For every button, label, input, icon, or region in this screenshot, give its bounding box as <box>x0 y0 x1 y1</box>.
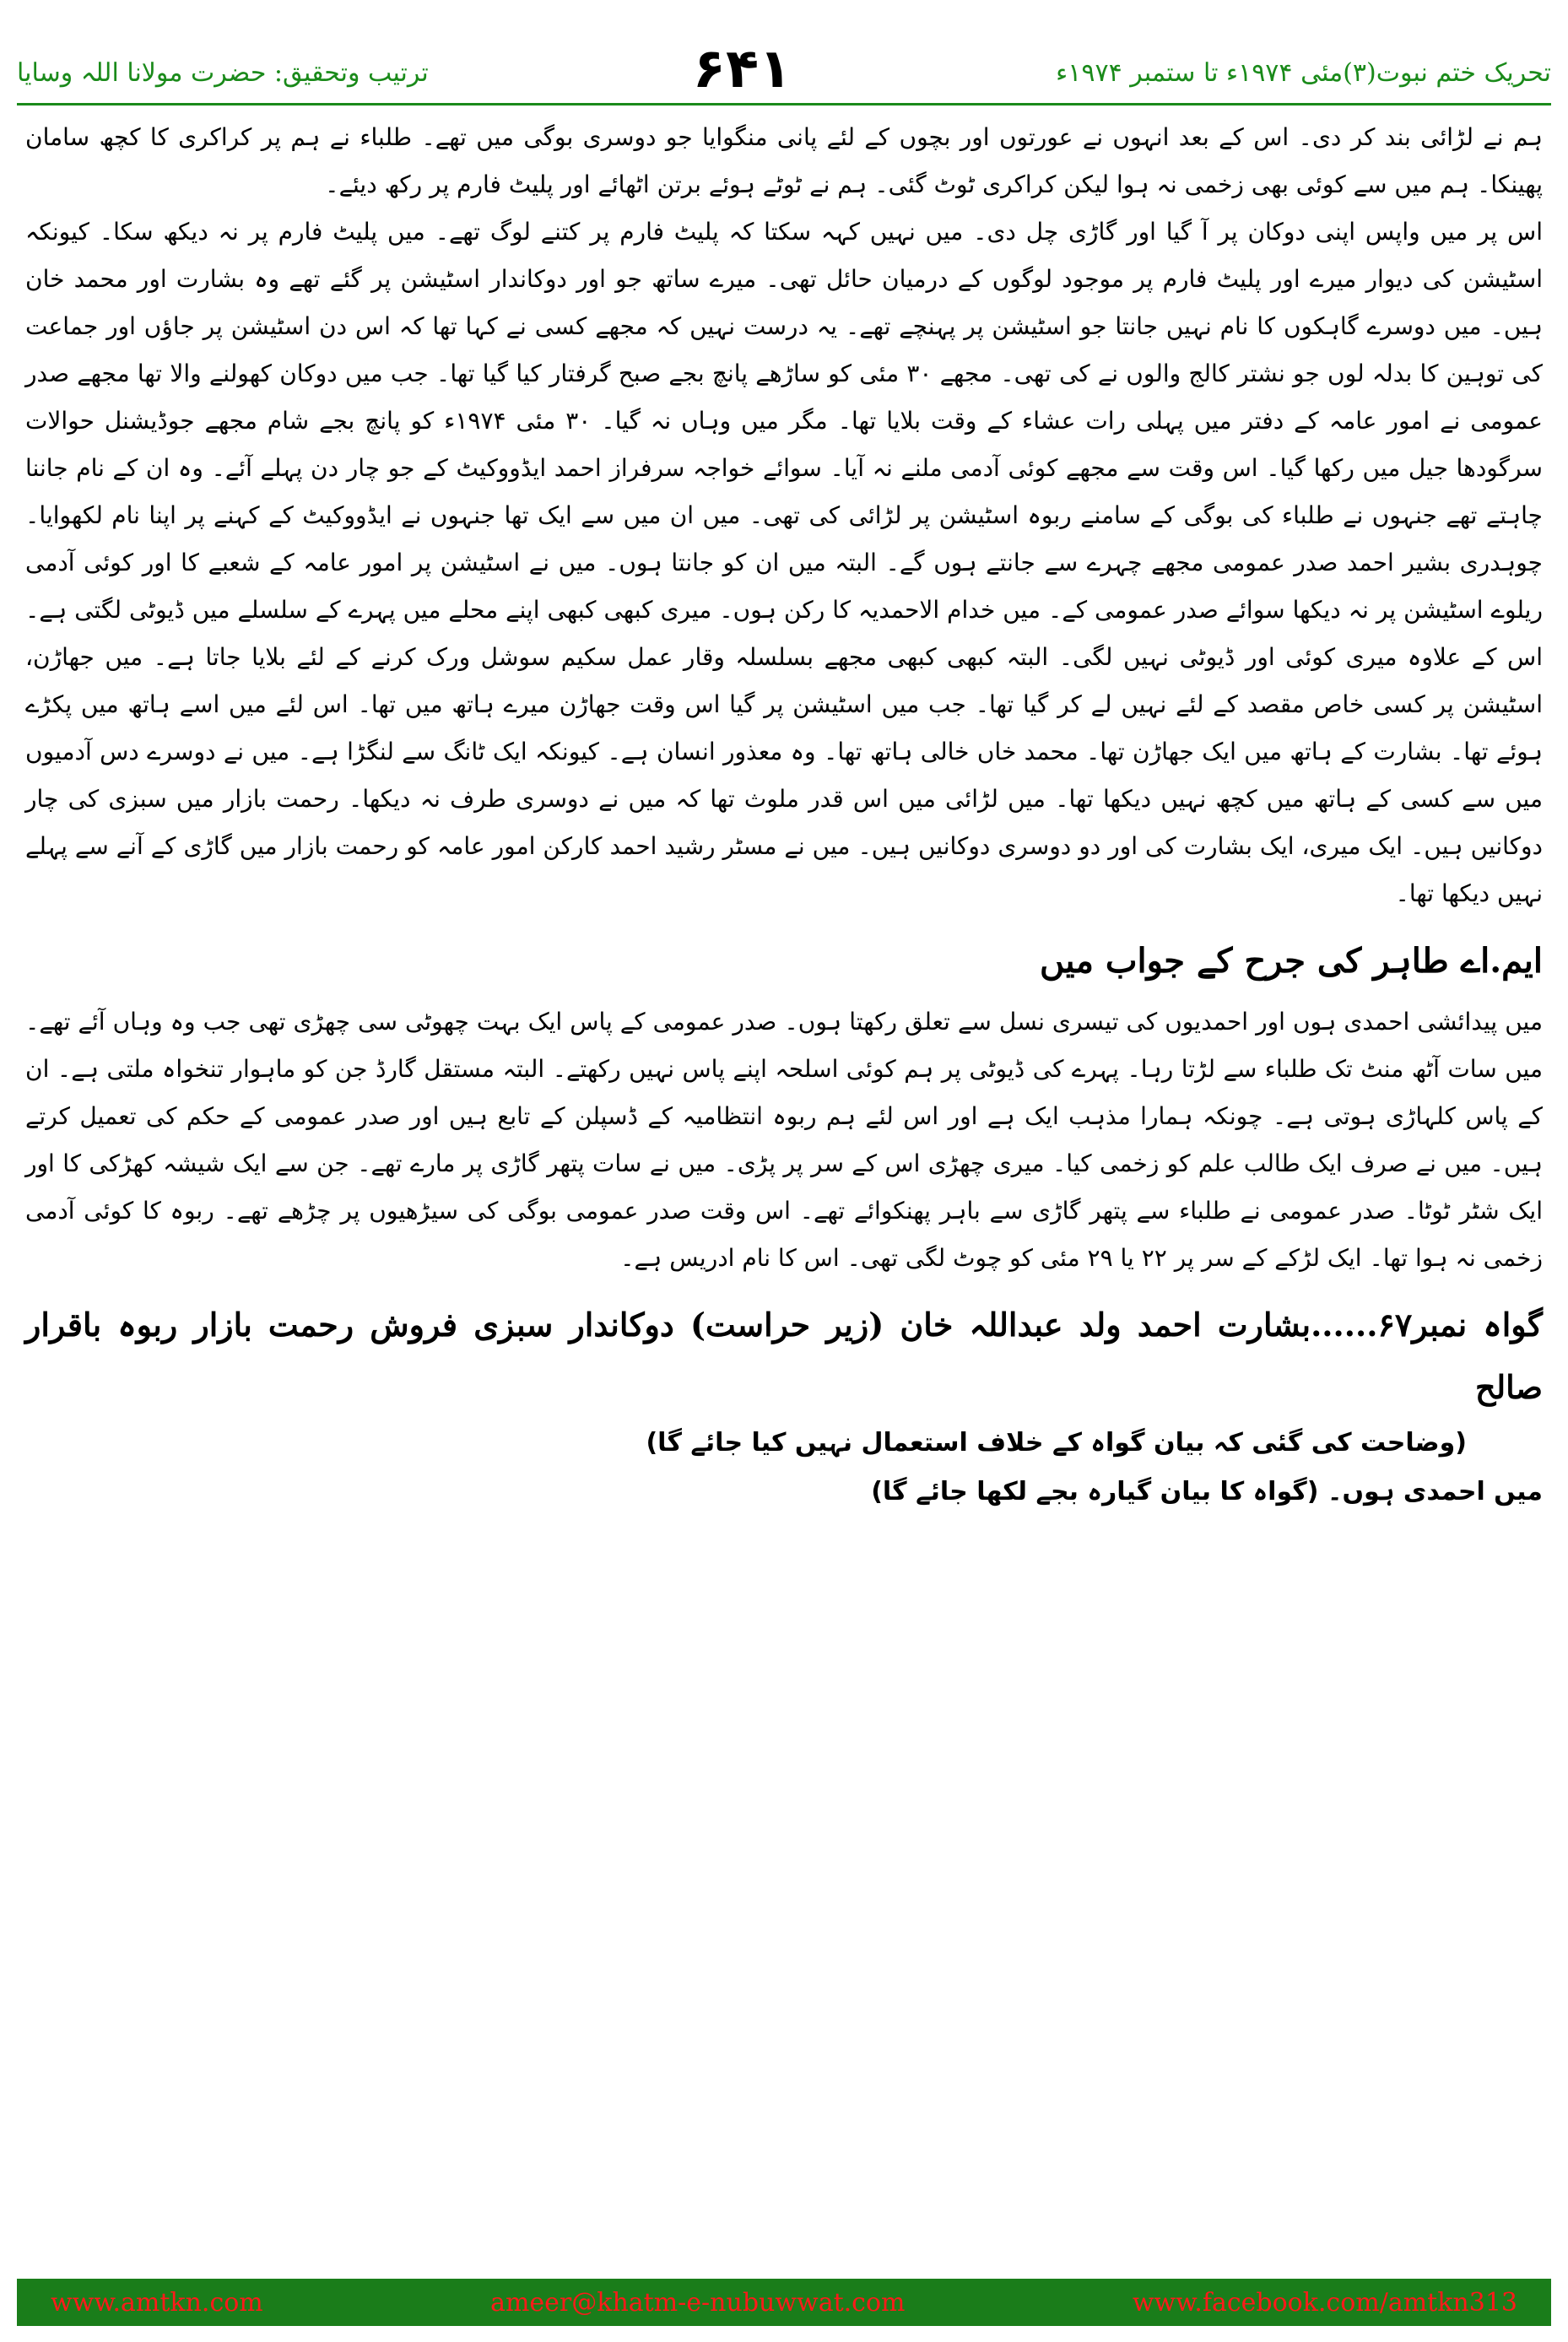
closing-line: میں احمدی ہوں۔ (گواہ کا بیان گیارہ بجے لکھا جائے گا) <box>871 1477 1543 1506</box>
witness-title: گواہ نمبر۶۷......بشارت احمد ولد عبداللہ خان (زیر حراست) دوکاندار سبزی فروش رحمت بازار ربوہ باقرار صالح <box>25 1306 1543 1406</box>
page-header <box>17 20 1551 100</box>
section-heading: ایم.اے طاہر کی جرح کے جواب میں <box>1039 941 1543 981</box>
compiler-credit: ترتیب وتحقیق: حضرت مولانا اللہ وسایا <box>17 58 429 88</box>
header-divider <box>17 103 1551 105</box>
footer-email-link[interactable]: ameer@khatm-e-nubuwwat.com <box>490 2287 906 2318</box>
cross-examination-paragraph: میں پیدائشی احمدی ہوں اور احمدیوں کی تیسری نسل سے تعلق رکھتا ہوں۔ صدر عمومی کے پاس ایک بہت چھوٹی سی چھڑی تھی جب وہ وہاں آئے تھے۔ میں سات آٹھ منٹ تک طلباء سے لڑتا رہا۔ پہرے کی ڈیوٹی پر ہم کوئی اسلحہ اپنے پاس نہیں رکھتے۔ البتہ مستقل گارڈ جن کو ماہوار تنخواہ ملتی ہے۔ ان کے پاس کلہاڑی ہوتی ہے۔ چونکہ ہمارا مذہب ایک ہے اور اس لئے ہم ربوہ انتظامیہ کے ڈسپلن کے تابع ہیں اور صدر عمومی کے حکم کی تعمیل کرتے ہیں۔ میں نے صرف ایک طالب علم کو زخمی کیا۔ میری چھڑی اس کے سر پر پڑی۔ میں نے سات پتھر گاڑی پر مارے تھے۔ جن سے ایک شیشہ کھڑکی کا اور ایک شٹر ٹوٹا۔ صدر عمومی نے طلباء سے پتھر گاڑی سے باہر پھنکوائے تھے۔ اس وقت صدر عمومی بوگی کی سیڑھیوں پر چڑھے تھے۔ ربوہ کا کوئی آدمی زخمی نہ ہوا تھا۔ ایک لڑکے کے سر پر ۲۲ یا ۲۹ مئی کو چوٹ لگی تھی۔ اس کا نام ادریس ہے۔ <box>25 1008 1543 1272</box>
document-body <box>25 114 1543 1517</box>
body-paragraph-2: اس پر میں واپس اپنی دوکان پر آ گیا اور گاڑی چل دی۔ میں نہیں کہہ سکتا کہ پلیٹ فارم پر کتنے لوگ تھے۔ میں پلیٹ فارم پر نہ دیکھ سکا۔ کیونکہ اسٹیشن کی دیوار میرے اور پلیٹ فارم پر موجود لوگوں کے درمیان حائل تھی۔ میرے ساتھ جو اور دوکاندار اسٹیشن پر گئے تھے وہ بشارت اور محمد خان ہیں۔ میں دوسرے گاہکوں کا نام نہیں جانتا جو اسٹیشن پر پہنچے تھے۔ یہ درست نہیں کہ مجھے کسی نے کہا تھا کہ اس دن اسٹیشن پر جاؤں اور جماعت کی توہین کا بدلہ لوں جو نشتر کالج والوں نے کی تھی۔ مجھے ۳۰ مئی کو ساڑھے پانچ بجے صبح گرفتار کیا گیا تھا۔ جب میں دوکان کھولنے والا تھا مجھے صدر عمومی نے امور عامہ کے دفتر میں پہلی رات عشاء کے وقت بلایا تھا۔ مگر میں وہاں نہ گیا۔ ۳۰ مئی ۱۹۷۴ء کو پانچ بجے شام مجھے جوڈیشنل حوالات سرگودھا جیل میں رکھا گیا۔ اس وقت سے مجھے کوئی آدمی ملنے نہ آیا۔ سوائے خواجہ سرفراز احمد ایڈووکیٹ کے جو چار دن پہلے آئے۔ وہ ان کے نام جاننا چاہتے تھے جنہوں نے طلباء کی بوگی کے سامنے ربوہ اسٹیشن پر لڑائی کی تھی۔ میں ان میں سے ایک تھا جنہوں نے ایڈووکیٹ کے کہنے پر اپنا نام لکھوایا۔ چوہدری بشیر احمد صدر عمومی مجھے چہرے سے جانتے ہوں گے۔ البتہ میں ان کو جانتا ہوں۔ میں نے اسٹیشن پر امور عامہ کے شعبے کا اور کوئی آدمی ریلوے اسٹیشن پر نہ دیکھا سوائے صدر عمومی کے۔ میں خدام الاحمدیہ کا رکن ہوں۔ میری کبھی کبھی اپنے محلے میں پہرے کے سلسلے میں ڈیوٹی لگتی ہے۔ اس کے علاوہ میری کوئی اور ڈیوٹی نہیں لگی۔ البتہ کبھی کبھی مجھے بسلسلہ وقار عمل سکیم سوشل ورک کرنے کے لئے بلایا جاتا ہے۔ میں جھاڑن، اسٹیشن پر کسی خاص مقصد کے لئے نہیں لے کر گیا تھا۔ جب میں اسٹیشن پر گیا اس وقت جھاڑن میرے ہاتھ میں تھا۔ اس لئے میں اسے ہاتھ میں پکڑے ہوئے تھا۔ بشارت کے ہاتھ میں ایک جھاڑن تھا۔ محمد خاں خالی ہاتھ تھا۔ وہ معذور انسان ہے۔ کیونکہ ایک ٹانگ سے لنگڑا ہے۔ میں نے دوسرے دس آدمیوں میں سے کسی کے ہاتھ میں کچھ نہیں دیکھا تھا۔ میں لڑائی میں اس قدر ملوث تھا کہ میں نے دوسری طرف نہ دیکھا۔ رحمت بازار میں سبزی کی چار دوکانیں ہیں۔ ایک میری، ایک بشارت کی اور دو دوسری دوکانیں ہیں۔ میں نے مسٹر رشید احمد کارکن امور عامہ کو رحمت بازار میں گاڑی کے آنے سے پہلے نہیں دیکھا تھا۔ <box>25 218 1543 907</box>
page-footer <box>17 2279 1551 2326</box>
footer-facebook-link[interactable]: www.facebook.com/amtkn313 <box>1132 2287 1517 2318</box>
clarification-note: (وضاحت کی گئی کہ بیان گواہ کے خلاف استعمال نہیں کیا جائے گا) <box>646 1428 1467 1458</box>
page-number: ۶۴۱ <box>692 38 792 100</box>
footer-website-link[interactable]: www.amtkn.com <box>51 2287 263 2318</box>
body-paragraph-1: ہم نے لڑائی بند کر دی۔ اس کے بعد انہوں نے عورتوں اور بچوں کے لئے پانی منگوایا جو دوسری بوگی میں تھے۔ طلباء نے ہم پر کراکری کا کچھ سامان پھینکا۔ ہم میں سے کوئی بھی زخمی نہ ہوا لیکن کراکری ٹوٹ گئی۔ ہم نے ٹوٹے ہوئے برتن اٹھائے اور پلیٹ فارم پر رکھ دیئے۔ <box>25 123 1543 198</box>
book-title: تحریک ختم نبوت(۳)مئی ۱۹۷۴ء تا ستمبر ۱۹۷۴ء <box>1056 58 1551 88</box>
